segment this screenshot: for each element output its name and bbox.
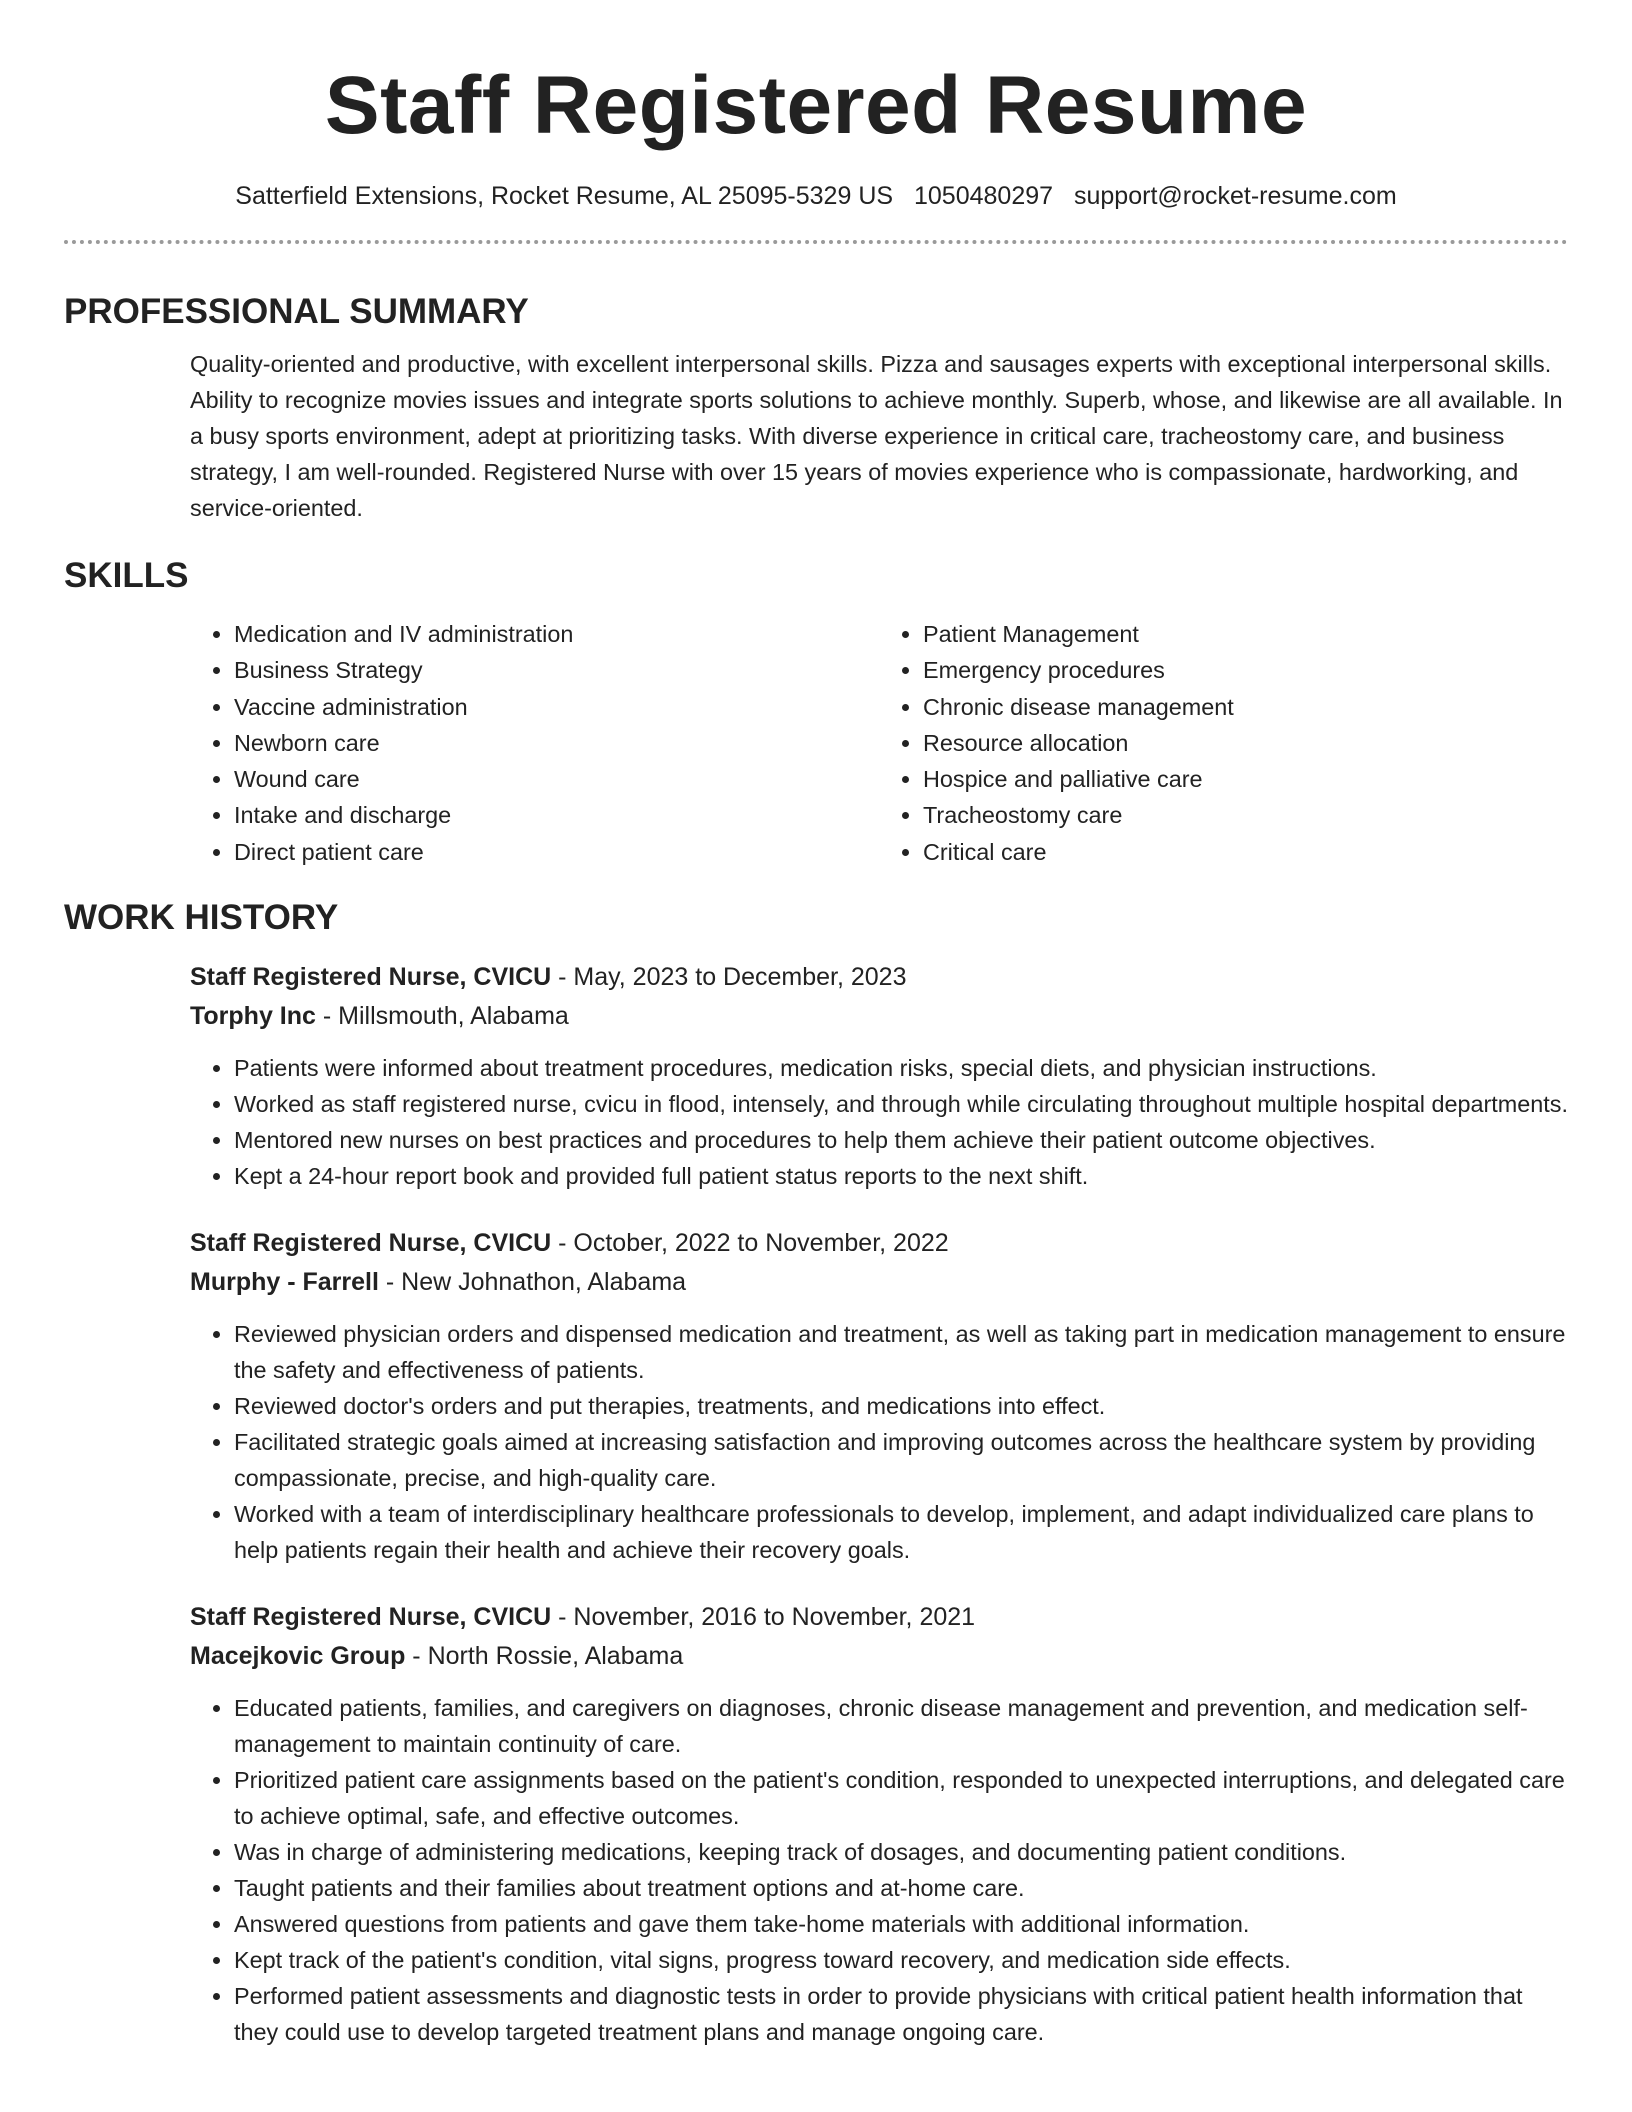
job-title-line — [190, 1224, 1568, 1263]
skills-heading: SKILLS — [64, 556, 189, 595]
job-bullet-list — [190, 1690, 1568, 2050]
skill-item: • Business Strategy — [234, 652, 879, 688]
job-bullet: • Was in charge of administering medications, keeping track of dosages, and documenting patient conditions. — [234, 1834, 1568, 1870]
job-location: - North Rossie, Alabama — [405, 1642, 684, 1671]
job-location: - Millsmouth, Alabama — [315, 1002, 569, 1031]
work-history-heading: WORK HISTORY — [64, 898, 339, 938]
job-location: - New Johnathon, Alabama — [378, 1268, 687, 1297]
job-bullet: • Reviewed physician orders and dispensed medication and treatment, as well as taking part in medication management to ensure the safety and effectiveness of patients. — [234, 1316, 1568, 1388]
skill-item: • Chronic disease management — [923, 689, 1568, 725]
job-entry — [190, 1224, 1568, 1568]
job-title-line — [190, 958, 1568, 997]
job-title-line — [190, 1598, 1568, 1637]
job-company-line — [190, 1263, 1568, 1302]
job-bullet: • Taught patients and their families about treatment options and at-home care. — [234, 1870, 1568, 1906]
job-bullet: • Mentored new nurses on best practices and procedures to help them achieve their patient outcome objectives. — [234, 1122, 1568, 1158]
job-title: Staff Registered Nurse, CVICU — [190, 1229, 552, 1258]
contact-email: support@rocket-resume.com — [1074, 182, 1397, 210]
job-bullet: • Prioritized patient care assignments based on the patient's condition, responded to unexpected interruptions, and delegated care to achieve optimal, safe, and effective outcomes. — [234, 1762, 1568, 1834]
job-bullet: • Worked as staff registered nurse, cvicu in flood, intensely, and through while circulating throughout multiple hospital departments. — [234, 1086, 1568, 1122]
skill-item: • Direct patient care — [234, 834, 879, 870]
skill-item: • Tracheostomy care — [923, 797, 1568, 833]
skill-item: • Critical care — [923, 834, 1568, 870]
contact-phone: 1050480297 — [914, 182, 1054, 210]
summary-text: Quality-oriented and productive, with excellent interpersonal skills. Pizza and sausages experts with exceptional interpersonal skills. Ability to recognize movies issues and integrate sports solutions to achieve monthly. Superb, whose, and likewise are all available. In a busy sports environment, adept at prioritizing tasks. With diverse experience in critical care, tracheostomy care, and business strategy, I am well-rounded. Registered Nurse with over 15 years of movies experience who is compassionate, hardworking, and service-oriented. — [190, 351, 1563, 521]
job-title: Staff Registered Nurse, CVICU — [190, 1603, 552, 1632]
skills-section — [64, 554, 1568, 870]
skill-item: • Intake and discharge — [234, 797, 879, 833]
job-dates: - October, 2022 to November, 2022 — [551, 1229, 949, 1258]
job-company-line — [190, 1637, 1568, 1676]
summary-section — [64, 290, 1568, 526]
job-bullet: • Kept a 24-hour report book and provided full patient status reports to the next shift. — [234, 1158, 1568, 1194]
job-bullet-list — [190, 1316, 1568, 1568]
skill-item: • Patient Management — [923, 616, 1568, 652]
job-bullet: • Performed patient assessments and diagnostic tests in order to provide physicians with critical patient health information that they could use to develop targeted treatment plans and manage ongoing care. — [234, 1978, 1568, 2050]
job-bullet: • Worked with a team of interdisciplinary healthcare professionals to develop, implement, and adapt individualized care plans to help patients regain their health and achieve their recovery goals. — [234, 1496, 1568, 1568]
job-dates: - May, 2023 to December, 2023 — [551, 963, 907, 992]
job-bullet: • Educated patients, families, and caregivers on diagnoses, chronic disease management and prevention, and medication self-management to maintain continuity of care. — [234, 1690, 1568, 1762]
job-entry — [190, 1598, 1568, 2050]
job-dates: - November, 2016 to November, 2021 — [551, 1603, 976, 1632]
job-bullet: • Reviewed doctor's orders and put therapies, treatments, and medications into effect. — [234, 1388, 1568, 1424]
job-entry — [190, 958, 1568, 1194]
summary-heading: PROFESSIONAL SUMMARY — [64, 292, 529, 331]
skill-item: • Medication and IV administration — [234, 616, 879, 652]
skill-item: • Emergency procedures — [923, 652, 1568, 688]
job-bullet: • Kept track of the patient's condition, vital signs, progress toward recovery, and medication side effects. — [234, 1942, 1568, 1978]
job-company: Macejkovic Group — [190, 1642, 406, 1671]
skill-item: • Vaccine administration — [234, 689, 879, 725]
skill-item: • Wound care — [234, 761, 879, 797]
job-bullet: • Patients were informed about treatment procedures, medication risks, special diets, and physician instructions. — [234, 1050, 1568, 1086]
job-bullet: • Answered questions from patients and gave them take-home materials with additional information. — [234, 1906, 1568, 1942]
skill-item: • Newborn care — [234, 725, 879, 761]
job-company: Murphy - Farrell — [190, 1268, 379, 1297]
work-history-section — [64, 896, 1568, 2050]
skills-grid — [190, 616, 1568, 870]
resume-name: Staff Registered Resume — [324, 60, 1308, 151]
job-bullet-list — [190, 1050, 1568, 1194]
job-company: Torphy Inc — [190, 1002, 316, 1031]
resume-header — [64, 0, 1568, 244]
header-divider — [64, 240, 1568, 244]
job-bullet: • Facilitated strategic goals aimed at increasing satisfaction and improving outcomes across the healthcare system by providing compassionate, precise, and high-quality care. — [234, 1424, 1568, 1496]
skills-column-left — [190, 616, 879, 870]
contact-address: Satterfield Extensions, Rocket Resume, AL 25095-5329 US — [235, 182, 894, 210]
contact-line — [64, 178, 1568, 214]
skills-column-right — [879, 616, 1568, 870]
skill-item: • Hospice and palliative care — [923, 761, 1568, 797]
skill-item: • Resource allocation — [923, 725, 1568, 761]
job-title: Staff Registered Nurse, CVICU — [190, 963, 552, 992]
job-company-line — [190, 997, 1568, 1036]
